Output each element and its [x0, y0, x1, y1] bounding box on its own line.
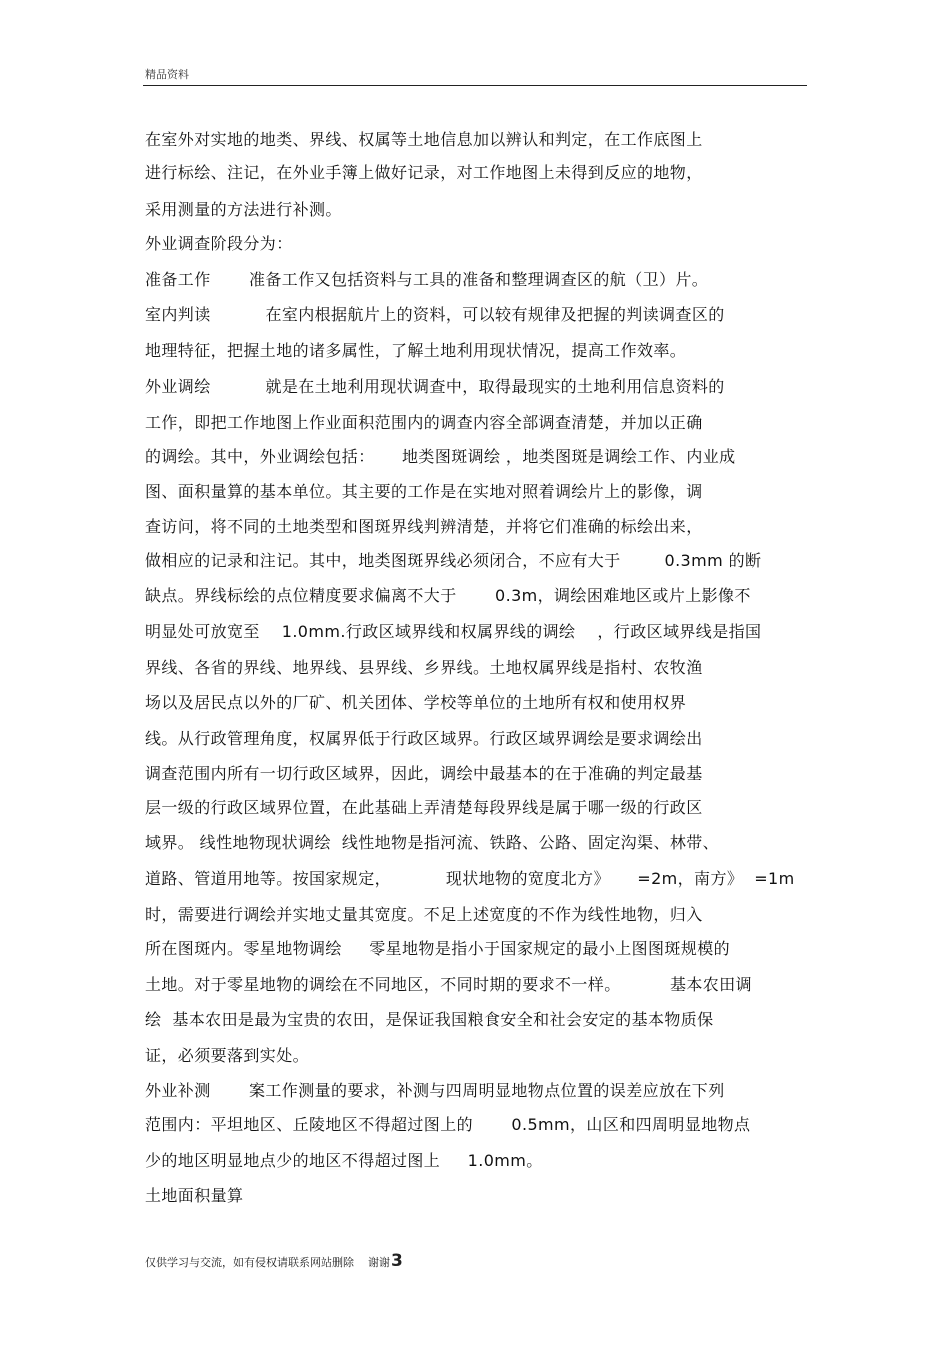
body-line: 范围内：平坦地区、丘陵地区不得超过图上的 0.5mm，山区和四周明显地物点	[145, 1115, 751, 1134]
body-line: 的调绘。其中，外业调绘包括： 地类图斑调绘 ，地类图斑是调绘工作、内业成	[145, 447, 736, 466]
page-number: 3	[391, 1251, 403, 1271]
body-line: 采用测量的方法进行补测。	[145, 200, 342, 219]
body-line: 明显处可放宽至 1.0mm.行政区域界线和权属界线的调绘 ，行政区域界线是指国	[145, 622, 762, 641]
body-line: 土地。对于零星地物的调绘在不同地区，不同时期的要求不一样。 基本农田调	[145, 975, 752, 994]
body-line: 界线、各省的界线、地界线、县界线、乡界线。土地权属界线是指村、农牧渔	[145, 658, 703, 677]
body-line: 进行标绘、注记，在外业手簿上做好记录，对工作地图上未得到反应的地物，	[145, 163, 703, 182]
footer-text: 仅供学习与交流，如有侵权请联系网站删除 谢谢	[145, 1256, 390, 1269]
page-footer	[145, 1251, 403, 1271]
body-line: 工作，即把工作地图上作业面积范围内的调查内容全部调查清楚，并加以正确	[145, 413, 703, 432]
body-line: 时，需要进行调绘并实地丈量其宽度。不足上述宽度的不作为线性地物，归入	[145, 905, 703, 924]
body-line: 查访问，将不同的土地类型和图斑界线判辨清楚，并将它们准确的标绘出来，	[145, 517, 703, 536]
body-line: 少的地区明显地点少的地区不得超过图上 1.0mm。	[145, 1151, 543, 1170]
body-line: 图、面积量算的基本单位。其主要的工作是在实地对照着调绘片上的影像，调	[145, 482, 703, 501]
body-line: 准备工作 准备工作又包括资料与工具的准备和整理调查区的航（卫）片。	[145, 270, 709, 289]
body-line: 外业调绘 就是在土地利用现状调查中，取得最现实的土地利用信息资料的	[145, 377, 725, 396]
body-line: 所在图斑内。零星地物调绘 零星地物是指小于国家规定的最小上图图斑规模的	[145, 939, 731, 958]
body-line: 在室外对实地的地类、界线、权属等土地信息加以辨认和判定，在工作底图上	[145, 130, 703, 149]
page-header: 精品资料	[145, 68, 189, 81]
body-line: 场以及居民点以外的厂矿、机关团体、学校等单位的土地所有权和使用权界	[145, 693, 687, 712]
body-line: 做相应的记录和注记。其中，地类图斑界线必须闭合，不应有大于 0.3mm 的断	[145, 551, 762, 570]
body-line: 绘 基本农田是最为宝贵的农田，是保证我国粮食安全和社会安定的基本物质保	[145, 1010, 714, 1029]
body-line: 外业调查阶段分为：	[145, 234, 293, 253]
body-line: 道路、管道用地等。按国家规定， 现状地物的宽度北方》 =2m，南方》 =1m	[145, 869, 795, 888]
body-line: 线。从行政管理角度，权属界低于行政区域界。行政区域界调绘是要求调绘出	[145, 729, 703, 748]
header-divider	[143, 85, 807, 86]
body-line: 地理特征，把握土地的诸多属性，了解土地利用现状情况，提高工作效率。	[145, 341, 687, 360]
body-line: 外业补测 案工作测量的要求，补测与四周明显地物点位置的误差应放在下列	[145, 1081, 725, 1100]
body-line: 域界。 线性地物现状调绘 线性地物是指河流、铁路、公路、固定沟渠、林带、	[145, 833, 720, 852]
body-line: 土地面积量算	[145, 1186, 244, 1205]
body-line: 层一级的行政区域界位置，在此基础上弄清楚每段界线是属于哪一级的行政区	[145, 798, 703, 817]
body-line: 调查范围内所有一切行政区域界，因此，调绘中最基本的在于准确的判定最基	[145, 764, 703, 783]
body-line: 证，必须要落到实处。	[145, 1046, 310, 1065]
body-line: 室内判读 在室内根据航片上的资料，可以较有规律及把握的判读调查区的	[145, 305, 725, 324]
body-line: 缺点。界线标绘的点位精度要求偏离不大于 0.3m，调绘困难地区或片上影像不	[145, 586, 751, 605]
